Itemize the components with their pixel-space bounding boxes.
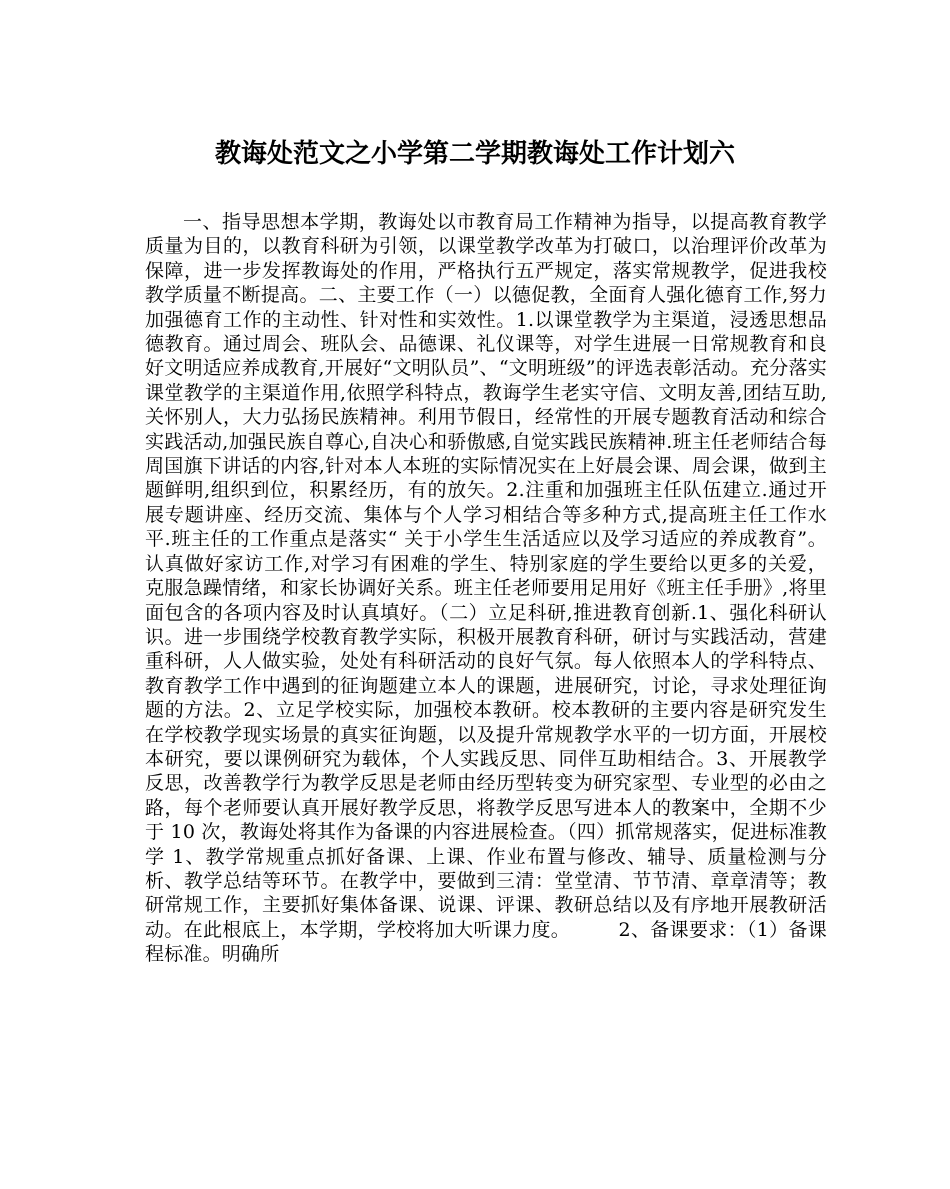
document-title: 教诲处范文之小学第二学期教诲处工作计划六: [214, 139, 735, 169]
document-body-paragraph: 一、指导思想本学期，教诲处以市教育局工作精神为指导，以提高教育教学质量为目的，以教育科研为引领，以课堂教学改革为打破口，以治理评价改革为保障，进一步发挥教诲处的作用，严格执行五严规定，落实常规教学，促进我校教学质量不断提高。二、主要工作（一）以德促教，全面育人强化德育工作,努力加强德育工作的主动性、针对性和实效性。1.以课堂教学为主渠道，浸透思想品德教育。通过周会、班队会、品德课、礼仪课等，对学生进展一日常规教育和良好文明适应养成教育,开展好“文明队员”、“文明班级”的评选表彰活动。充分落实课堂教学的主渠道作用,依照学科特点，教诲学生老实守信、文明友善,团结互助,关怀别人，大力弘扬民族精神。利用节假日，经常性的开展专题教育活动和综合实践活动,加强民族自尊心,自决心和骄傲感,自觉实践民族精神.班主任老师结合每周国旗下讲话的内容,针对本人本班的实际情况实在上好晨会课、周会课，做到主题鲜明,组织到位，积累经历，有的放矢。2.注重和加强班主任队伍建立.通过开展专题讲座、经历交流、集体与个人学习相结合等多种方式,提高班主任工作水平.班主任的工作重点是落实“ 关于小学生生活适应以及学习适应的养成教育”。认真做好家访工作,对学习有困难的学生、特别家庭的学生要给以更多的关爱， 克服急躁情绪，和家长协调好关系。班主任老师要用足用好《班主任手册》,将里面包含的各项内容及时认真填好。（二）立足科研,推进教育创新.1、强化科研认识。进一步围绕学校教育教学实际，积极开展教育科研，研讨与实践活动，营建重科研，人人做实验，处处有科研活动的良好气氛。每人依照本人的学科特点、教育教学工作中遇到的征询题建立本人的课题，进展研究，讨论，寻求处理征询题的方法。2、立足学校实际，加强校本教研。校本教研的主要内容是研究发生在学校教学现实场景的真实征询题，以及提升常规教学水平的一切方面，开展校本研究，要以课例研究为载体，个人实践反思、同伴互助相结合。3、开展教学反思，改善教学行为教学反思是老师由经历型转变为研究家型、专业型的必由之路，每个老师要认真开展好教学反思，将教学反思写进本人的教案中，全期不少于 10 次，教诲处将其作为备课的内容进展检查。（四）抓常规落实，促进标准教学 1、教学常规重点抓好备课、上课、作业布置与修改、辅导、质量检测与分析、教学总结等环节。在教学中，要做到三清：堂堂清、节节清、章章清等；教研常规工作，主要抓好集体备课、说课、评课、教研总结以及有序地开展教研活动。在此根底上，本学期，学校将加大听课力度。 2、备课要求：（1）备课程标准。明确所: [145, 211, 827, 966]
